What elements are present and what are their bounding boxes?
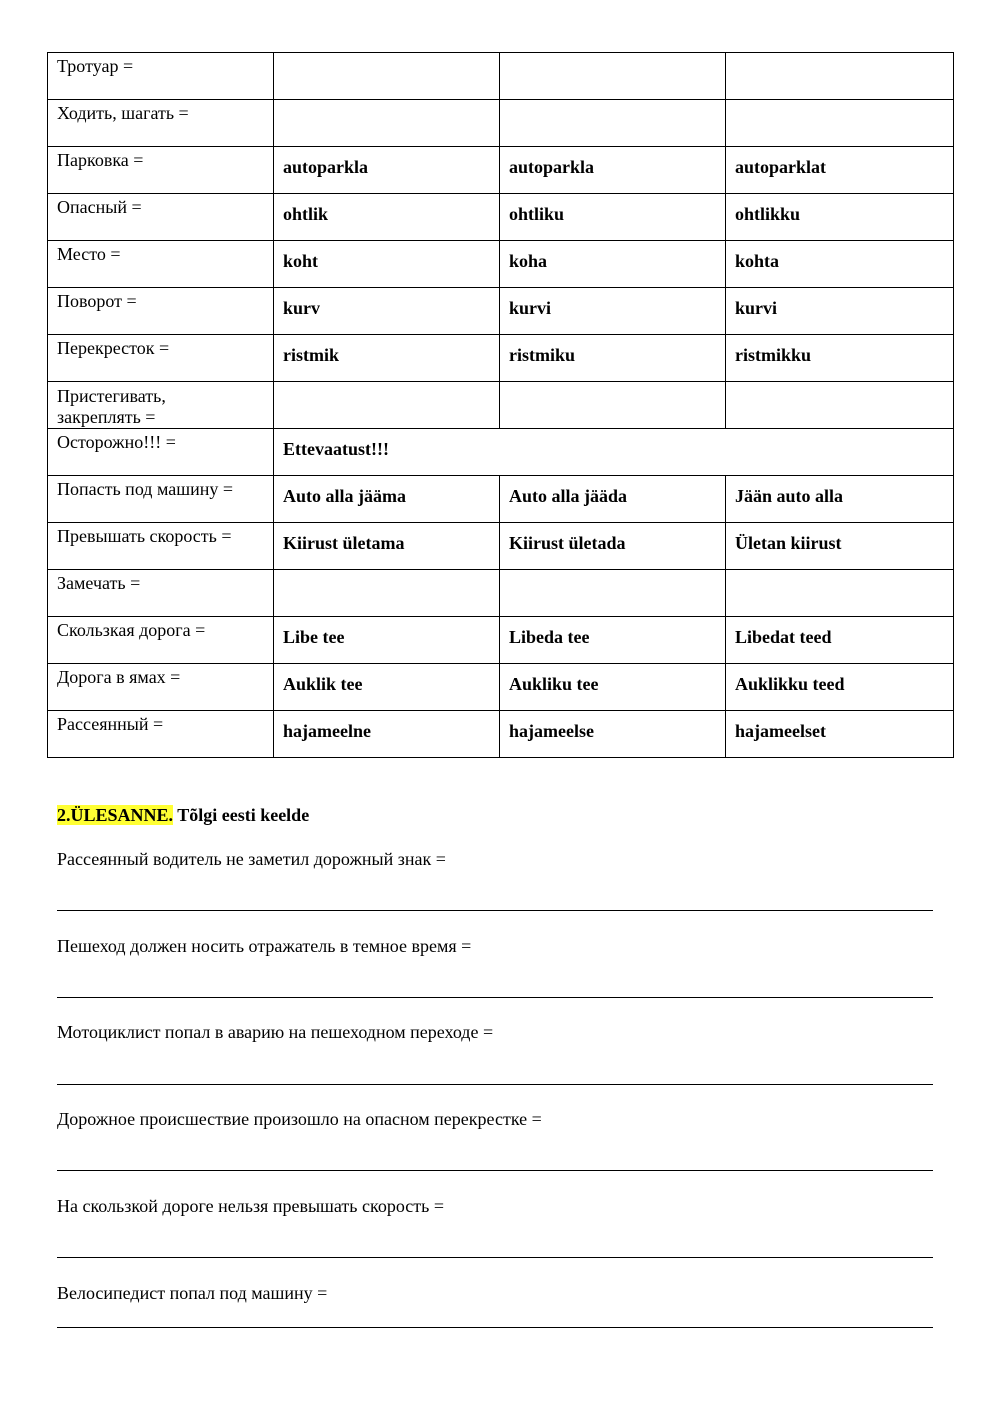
sentence-prompt: На скользкой дороге нельзя превышать скорость = [57,1196,444,1216]
russian-word-cell: Тротуар = [48,53,274,100]
table-row [48,523,954,570]
estonian-form-cell: Auto alla jääma [274,476,500,523]
estonian-form-cell: Ületan kiirust [726,523,954,570]
answer-line[interactable] [57,1327,933,1328]
estonian-form-cell: Libedat teed [726,617,954,664]
estonian-form-cell: ohtlikku [726,194,954,241]
russian-word-cell: Опасный = [48,194,274,241]
estonian-form-cell: Libe tee [274,617,500,664]
vocabulary-table [47,52,954,758]
table-row [48,711,954,758]
estonian-form-cell: autoparkla [274,147,500,194]
table-row [48,570,954,617]
estonian-form-cell: Auto alla jääda [500,476,726,523]
estonian-form-cell[interactable] [274,382,500,429]
sentence-prompt: Рассеянный водитель не заметил дорожный знак = [57,849,446,869]
estonian-form-cell: ristmiku [500,335,726,382]
estonian-form-cell: Aukliku tee [500,664,726,711]
russian-word-cell: Попасть под машину = [48,476,274,523]
russian-word-cell: Поворот = [48,288,274,335]
answer-line[interactable] [57,1170,933,1171]
table-row [48,53,954,100]
estonian-form-cell[interactable] [726,382,954,429]
estonian-form-cell: ohtlik [274,194,500,241]
table-row [48,100,954,147]
estonian-form-cell: Libeda tee [500,617,726,664]
russian-word-cell: Замечать = [48,570,274,617]
estonian-form-cell[interactable] [726,100,954,147]
russian-word-cell: Парковка = [48,147,274,194]
estonian-form-cell[interactable] [274,570,500,617]
table-row [48,617,954,664]
estonian-form-cell[interactable] [500,53,726,100]
russian-word-cell: Рассеянный = [48,711,274,758]
answer-line[interactable] [57,910,933,911]
table-row [48,241,954,288]
table-row [48,429,954,476]
task2-heading [57,804,309,826]
russian-word-cell: Осторожно!!! = [48,429,274,476]
estonian-form-cell: ristmik [274,335,500,382]
estonian-form-cell: kohta [726,241,954,288]
estonian-form-cell[interactable] [274,100,500,147]
task2-instruction: Tõlgi eesti keelde [173,805,310,825]
estonian-form-cell: hajameelset [726,711,954,758]
estonian-form-cell[interactable] [726,53,954,100]
answer-line[interactable] [57,1084,933,1085]
estonian-form-cell[interactable] [274,53,500,100]
answer-line[interactable] [57,1257,933,1258]
russian-word-cell: Ходить, шагать = [48,100,274,147]
estonian-form-cell: ohtliku [500,194,726,241]
table-row [48,335,954,382]
estonian-form-cell: hajameelne [274,711,500,758]
estonian-form-cell[interactable] [500,570,726,617]
estonian-merged-cell: Ettevaatust!!! [274,429,954,476]
table-row [48,476,954,523]
estonian-form-cell: Auklik tee [274,664,500,711]
estonian-form-cell[interactable] [500,100,726,147]
estonian-form-cell: ristmikku [726,335,954,382]
estonian-form-cell: Auklikku teed [726,664,954,711]
table-row [48,147,954,194]
estonian-form-cell: Jään auto alla [726,476,954,523]
estonian-form-cell: Kiirust ületama [274,523,500,570]
answer-line[interactable] [57,997,933,998]
estonian-form-cell: kurvi [500,288,726,335]
estonian-form-cell: Kiirust ületada [500,523,726,570]
sentence-prompt: Велосипедист попал под машину = [57,1283,328,1303]
estonian-form-cell: koht [274,241,500,288]
sentence-prompt: Дорожное происшествие произошло на опасном перекрестке = [57,1109,542,1129]
table-row [48,194,954,241]
sentence-prompt: Мотоциклист попал в аварию на пешеходном переходе = [57,1022,494,1042]
russian-word-cell: Превышать скорость = [48,523,274,570]
estonian-form-cell[interactable] [726,570,954,617]
table-row [48,664,954,711]
russian-word-cell [48,382,274,429]
estonian-form-cell: hajameelse [500,711,726,758]
russian-word-cell: Скользкая дорога = [48,617,274,664]
estonian-form-cell: autoparkla [500,147,726,194]
table-row [48,288,954,335]
russian-word-line: Пристегивать, [57,386,166,406]
estonian-form-cell: kurv [274,288,500,335]
estonian-form-cell: autoparklat [726,147,954,194]
estonian-form-cell: koha [500,241,726,288]
estonian-form-cell: kurvi [726,288,954,335]
table-row [48,382,954,429]
russian-word-line: закреплять = [57,407,156,427]
task2-label: 2.ÜLESANNE. [57,805,174,825]
russian-word-cell: Место = [48,241,274,288]
estonian-form-cell[interactable] [500,382,726,429]
sentence-prompt: Пешеход должен носить отражатель в темное время = [57,936,472,956]
russian-word-cell: Перекресток = [48,335,274,382]
russian-word-cell: Дорога в ямах = [48,664,274,711]
